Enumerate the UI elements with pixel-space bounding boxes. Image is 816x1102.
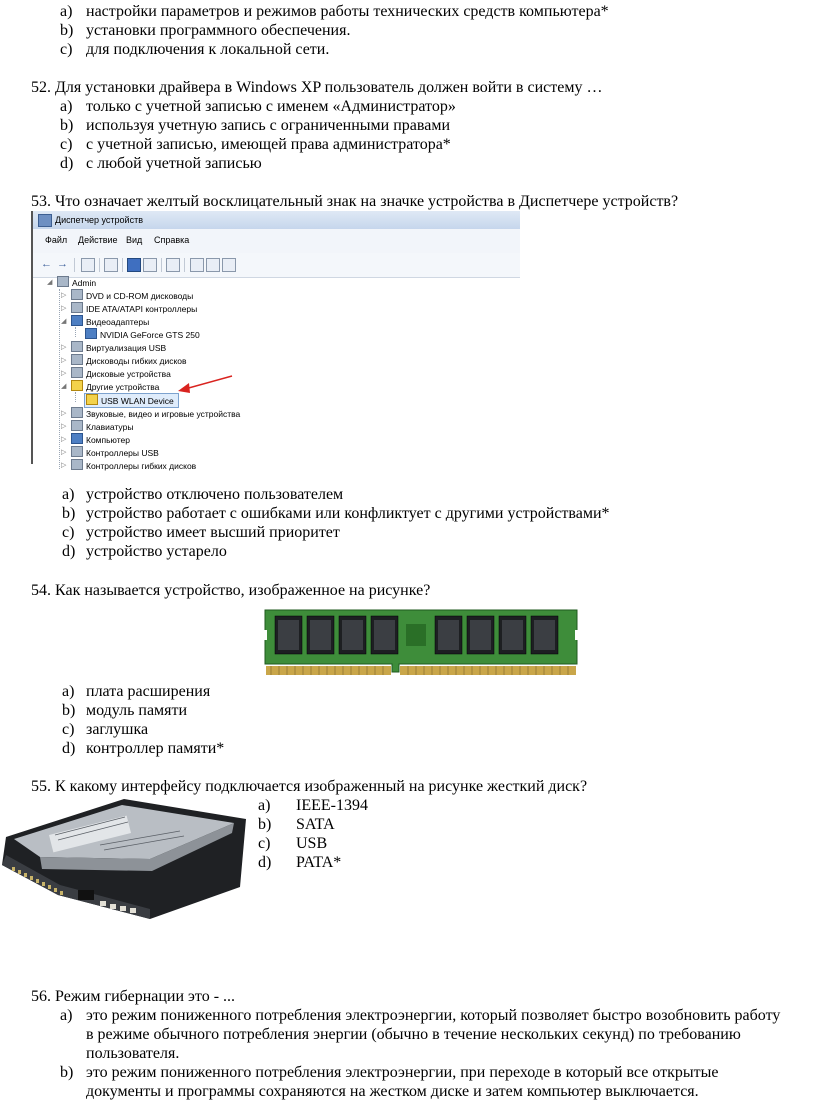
option-text: устройство имеет высший приоритет bbox=[86, 524, 340, 541]
window-title: Диспетчер устройств bbox=[55, 215, 143, 225]
menu-view: Вид bbox=[126, 235, 143, 245]
tree-node: ▷ Контроллеры гибких дисков bbox=[61, 461, 197, 471]
option-text: только с учетной записью с именем «Администратор» bbox=[86, 98, 456, 115]
option-letter: a) bbox=[60, 3, 73, 20]
tree-node: ◢ Видеоадаптеры bbox=[61, 317, 150, 327]
option-text-line: в режиме обычного потребления энергии (обычно в течение нескольких секунд) по требованию bbox=[86, 1026, 741, 1043]
menu-action: Действие bbox=[78, 235, 118, 245]
question-52: 52. Для установки драйвера в Windows XP пользователь должен войти в систему … bbox=[31, 79, 603, 96]
option-text: с любой учетной записью bbox=[86, 155, 262, 172]
red-arrow-icon bbox=[33, 211, 520, 464]
option-text: заглушка bbox=[86, 721, 149, 738]
option-letter: c) bbox=[62, 524, 75, 541]
option-letter: b) bbox=[60, 117, 74, 134]
option-text: плата расширения bbox=[86, 683, 211, 700]
question-53: 53. Что означает желтый восклицательный знак на значке устройства в Диспетчере устройств? bbox=[31, 193, 679, 210]
option-text-line: это режим пониженного потребления электроэнергии, который позволяет быстро возобновить работу bbox=[86, 1007, 781, 1024]
option-text: контроллер памяти* bbox=[86, 740, 225, 757]
tree-node: ▷ Компьютер bbox=[61, 435, 130, 445]
menu-help: Справка bbox=[154, 235, 190, 245]
option-text: для подключения к локальной сети. bbox=[86, 41, 330, 58]
option-text: SATA bbox=[296, 816, 335, 833]
option-text: PATA* bbox=[296, 854, 342, 871]
option-letter: a) bbox=[62, 486, 75, 503]
option-letter: d) bbox=[60, 155, 74, 172]
option-letter: a) bbox=[60, 1007, 73, 1024]
option-letter: b) bbox=[60, 22, 74, 39]
tree-node: ▷ Звуковые, видео и игровые устройства bbox=[61, 409, 241, 419]
option-text-line: это режим пониженного потребления электроэнергии, при переходе в который все открытые bbox=[86, 1064, 719, 1081]
tree-node: NVIDIA GeForce GTS 250 bbox=[85, 328, 200, 341]
option-text: используя учетную запись с ограниченными правами bbox=[86, 117, 451, 134]
option-text: USB bbox=[296, 835, 328, 852]
option-letter: b) bbox=[60, 1064, 74, 1081]
option-letter: b) bbox=[62, 702, 76, 719]
tree-node: ◢ Admin bbox=[47, 278, 97, 288]
question-54: 54. Как называется устройство, изображенное на рисунке? bbox=[31, 582, 431, 599]
option-letter: d) bbox=[62, 740, 76, 757]
menu-file: Файл bbox=[45, 235, 68, 245]
option-letter: b) bbox=[62, 505, 76, 522]
option-letter: b) bbox=[258, 816, 272, 833]
forward-icon: → bbox=[57, 258, 68, 270]
option-text-line: документы и программы сохраняются на жестком диске и затем компьютер выключается. bbox=[86, 1083, 699, 1100]
option-letter: c) bbox=[258, 835, 271, 852]
tree-node: ▷ Виртуализация USB bbox=[61, 343, 167, 353]
option-text-line: пользователя. bbox=[86, 1045, 180, 1062]
option-letter: c) bbox=[62, 721, 75, 738]
tree-node: ▷ Дисковые устройства bbox=[61, 369, 171, 379]
option-text: настройки параметров и режимов работы технических средств компьютера* bbox=[86, 3, 609, 20]
option-letter: c) bbox=[60, 136, 73, 153]
option-letter: c) bbox=[60, 41, 73, 58]
option-text: устройство работает с ошибками или конфликтует с другими устройствами* bbox=[86, 505, 610, 522]
option-letter: a) bbox=[62, 683, 75, 700]
option-text: установки программного обеспечения. bbox=[86, 22, 351, 39]
back-icon: ← bbox=[41, 258, 52, 270]
hard-disk-image bbox=[0, 795, 250, 920]
tree-node: ▷ Клавиатуры bbox=[61, 422, 134, 432]
tree-node-selected: USB WLAN Device bbox=[84, 393, 179, 408]
question-56: 56. Режим гибернации это - ... bbox=[31, 988, 236, 1005]
tree-node: ◢ Другие устройства bbox=[61, 382, 160, 392]
option-text: устройство отключено пользователем bbox=[86, 486, 344, 503]
option-letter: a) bbox=[60, 98, 73, 115]
tree-node: ▷ DVD и CD-ROM дисководы bbox=[61, 291, 194, 301]
option-text: с учетной записью, имеющей права администратора* bbox=[86, 136, 451, 153]
option-letter: a) bbox=[258, 797, 271, 814]
tree-node: ▷ IDE ATA/ATAPI контроллеры bbox=[61, 304, 198, 314]
option-text: IEEE-1394 bbox=[296, 797, 368, 814]
memory-module-image bbox=[263, 606, 579, 678]
option-text: модуль памяти bbox=[86, 702, 188, 719]
question-55: 55. К какому интерфейсу подключается изображенный на рисунке жесткий диск? bbox=[31, 778, 588, 795]
tree-node: ▷ Дисководы гибких дисков bbox=[61, 356, 187, 366]
option-letter: d) bbox=[258, 854, 272, 871]
option-text: устройство устарело bbox=[86, 543, 227, 560]
option-letter: d) bbox=[62, 543, 76, 560]
device-manager-screenshot bbox=[31, 211, 520, 471]
tree-node: ▷ Контроллеры USB bbox=[61, 448, 159, 458]
